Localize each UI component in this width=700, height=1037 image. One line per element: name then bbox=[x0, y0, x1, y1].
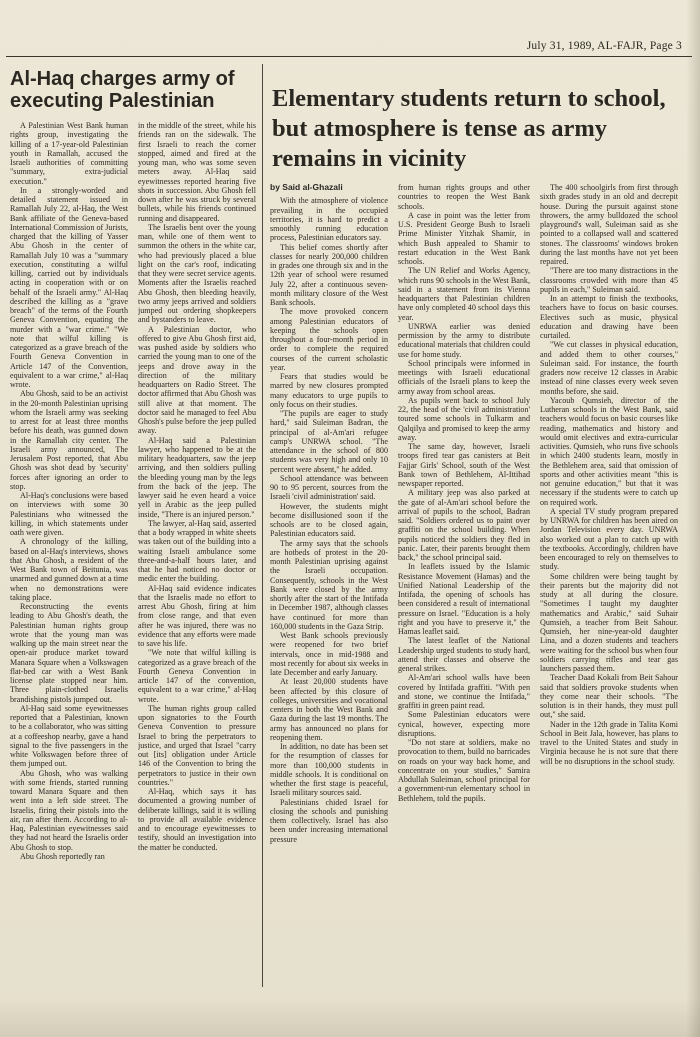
paragraph: A Palestinian doctor, who offered to give Abu Ghosh first aid, was pushed aside by soldiers who carried the young man to one of the jeeps and drove away in the direction of the military headquarters on Radio Street. The doctor affirmed that Abu Ghosh was still alive at that moment. The doctor said he managed to feel Abu Ghosh's pulse before the jeep pulled away. bbox=[138, 324, 256, 436]
paragraph: The Israelis bent over the young man, while one of them went to summon the others in the white car, who had previously placed a blue light on the car's roof, indicating that they were secret service agents. Moments after the Israelis reached Abu Ghosh, then bleeding heavily, two army jeeps arrived and soldiers jumped out ordering shopkeepers and bystanders to leave. bbox=[138, 222, 256, 325]
running-head: July 31, 1989, AL-FAJR, Page 3 bbox=[526, 40, 682, 52]
paragraph: "Do not stare at soldiers, make no provocation to them, build no barricades on roads on your way back home, and concentrate on your studies," Samira Abdullah Suleiman, school principal for a government-run elementary school in Bethlehem, told the pupils. bbox=[398, 738, 530, 803]
main-story-column-3 bbox=[540, 183, 678, 983]
paragraph: In an attempt to finish the textbooks, teachers have to focus on basic courses. Electives such as music, physical education and drawing have been curtailed. bbox=[540, 294, 678, 340]
paragraph: Teacher Daad Kokali from Beit Sahour said that soldiers provoke students when they come near their schools. "The solution is in their hands, they must pull out," she said. bbox=[540, 673, 678, 720]
paragraph: The 400 schoolgirls from first through sixth grades study in an old and decrepit house. During the pursuit against stone throwers, the army bulldozed the school playground's wall, Suleiman said as she pointed to a collapsed wall and scattered stones. The classrooms' windows broken during the last months have not yet been repaired. bbox=[540, 183, 678, 266]
paragraph: Yacoub Qumsieh, director of the Lutheran schools in the West Bank, said teachers would focus on basic courses like reading, mathematics and history and would omit electives and extra-curricular activities. Qumsieh, who runs five schools in which 2400 students learn, mostly in the Bethlehem area, said that omission of sports and other activities meant "this is not genuine education," but that it was necessary if the students were to catch up on required work. bbox=[540, 395, 678, 507]
paragraph: Abu Ghosh, who was walking with some friends, started running toward Manara Square and then went into a left side street. The Israelis, firing their pistols into the air, ran after them. According to al-Haq, Palestinian eyewitnesses said they had not heard the Israelis order Abu Ghosh to stop. bbox=[10, 768, 128, 852]
paragraph: At least 20,000 students have been affected by this closure of colleges, universities and vocational centers in both the West Bank and Gaza during the last 19 months. The army has announced no plans for reopening them. bbox=[270, 677, 388, 742]
paragraph: UNRWA earlier was denied permission by the army to distribute educational materials that children could use for home study. bbox=[398, 321, 530, 359]
paragraph: In leaflets issued by the Islamic Resistance Movement (Hamas) and the Unified National Leadership of the Intifada, the opening of schools has been considered a result of international pressure on Israel. "Education is a holy right and you have to preserve it," the Hamas leaflet said. bbox=[398, 562, 530, 636]
paragraph: Al-Haq's conclusions were based on interviews with some 30 Palestinians who witnessed the killing, in which statements under oath were given. bbox=[10, 491, 128, 537]
paragraph: "The pupils are eager to study hard," said Suleiman Badran, the principal of al-Am'ari refugee camp's UNRWA school. "The attendance in the school of 800 students was very high and only 10 percent were absent," he added. bbox=[270, 409, 388, 474]
paragraph: A Palestinian West Bank human rights group, investigating the killing of a 17-year-old Palestinian youth in Ramallah, accused the Israeli authorities of committing "summary, extra-judicial execution." bbox=[10, 121, 128, 186]
paragraph: The human rights group called upon signatories to the Fourth Geneva Convention to pressure Israel to bring the perpetrators to justice, and urged that Israel "carry out [its] obligation under Article 146 of the Convention to bring the perpetrators to justice in their own countries." bbox=[138, 703, 256, 787]
paragraph: Nader in the 12th grade in Talita Komi School in Beit Jala, however, has plans to travel to the United States and study in Virginia because he is not sure that there will be no disruptions in the school study. bbox=[540, 719, 678, 766]
paragraph: In addition, no date has been set for the resumption of classes for more than 100,000 students in middle schools. It is conditional on whether the first stage is peaceful, Israeli military sources said. bbox=[270, 742, 388, 798]
paragraph: Reconstructing the events leading to Abu Ghosh's death, the Palestinian human rights group wrote that the young man was walking up the main street near the open-air produce market toward Manara Square when a Volkswagen flat-bed car with a West Bank license plate stopped near him. Three plain-clothed Israelis brandishing pistols jumped out. bbox=[10, 602, 128, 704]
paragraph: A special TV study program prepared by UNRWA for children has been aired on Jordan Television every day. UNRWA also worked out a plan to catch up with the textbooks. Accordingly, children have been encouraged to rely on themselves to study. bbox=[540, 506, 678, 572]
paragraph: Al-Haq said some eyewitnesses reported that a Palestinian, known to be a collaborator, who was sitting at a coffeeshop nearby, gave a hand signal to the five passengers in the white Volkswagen before three of them jumped out. bbox=[10, 703, 128, 769]
paragraph: Al-Haq said evidence indicates that the Israelis made no effort to arrest Abu Ghosh, firing at him from close range, and that even after he was injured, there was no evidence that any efforts were made to save his life. bbox=[138, 583, 256, 648]
main-story-column-1 bbox=[270, 183, 388, 983]
paragraph: West Bank schools previously were reopened for two brief intervals, once in mid-1988 and most recently for about six weeks in late December and early January. bbox=[270, 631, 388, 677]
paragraph: The move provoked concern among Palestinian educators of keeping the schools open throughout a four-month period in order to complete the required courses of the current scholastic year. bbox=[270, 307, 388, 372]
paragraph: The UN Relief and Works Agency, which runs 90 schools in the West Bank, said in a statement from its Vienna headquarters that Palestinian children have only completed 40 school days this year. bbox=[398, 266, 530, 322]
paragraph: Some children were being taught by their parents but the majority did not study at all during the closure. "Sometimes I taught my daughter mathematics and Arabic," said Suhair Qumsieh, a teacher from Beit Sahour. Qumsieh, her nine-year-old daughter Lina, and a dozen students and teachers were waiting for the school bus when four soldiers carrying rifles and tear gas launchers passed them. bbox=[540, 571, 678, 673]
column-divider bbox=[262, 64, 263, 987]
paragraph: Abu Ghosh reportedly ran bbox=[20, 851, 105, 861]
top-rule bbox=[6, 56, 692, 57]
paragraph: The same day, however, Israeli troops fired tear gas canisters at Beit Fajjar Girls' School, south of the West Bank town of Bethlehem, Al-Ittihad newspaper reported. bbox=[398, 442, 530, 488]
main-story-headline: Elementary students return to school, but atmosphere is tense as army remains in vicinity bbox=[272, 85, 666, 172]
paragraph: School attendance was between 90 to 95 percent, sources from the Israeli 'civil administration' said. bbox=[270, 473, 388, 502]
paragraph: "There are too many distractions in the classrooms crowded with more than 45 pupils in each," Suleiman said. bbox=[540, 266, 678, 294]
paragraph: Abu Ghosh, said to be an activist in the 20-month Palestinian uprising whom the Israeli army was seeking to arrest for at least three months before his death, was gunned down in the Ramallah city center. The Israeli army announced, The Jerusalem Post reported, that Abu Ghosh was shot dead by 'security' forces after ignoring an order to stop. bbox=[10, 389, 128, 491]
paragraph: This belief comes shortly after classes for nearly 200,000 children in grades one through six and in the 12th year of school were resumed July 22, after a continuous seven-month military closure of the West Bank schools. bbox=[270, 242, 388, 307]
page-bottom-shadow bbox=[0, 997, 700, 1037]
left-story-column-1 bbox=[10, 121, 128, 981]
paragraph: However, the students might become disillusioned soon if the schools are to be closed again, Palestinian educators said. bbox=[270, 501, 388, 539]
page-edge-shadow bbox=[686, 0, 700, 1037]
paragraph: With the atmosphere of violence prevailing in the occupied territories, it is hard to predict a smoothly running education process, Palestinian educators say. bbox=[270, 196, 388, 243]
paragraph: Al-Am'ari school walls have been covered by Intifada graffiti. "With pen and stone, we continue the Intifada," graffiti in green paint read. bbox=[398, 673, 530, 710]
paragraph: from human rights groups and other countries to reopen the West Bank schools. bbox=[398, 183, 530, 211]
paragraph: A military jeep was also parked at the gate of al-Am'ari school before the arrival of pupils to the school, Badran said. "Soldiers ordered us to paint over graffiti on the school building. When pupils noticed the soldiers they fled in panic. Later, their parents brought them back," the school principal said. bbox=[398, 488, 530, 562]
main-story-column-2 bbox=[398, 183, 530, 983]
paragraph: A chronology of the killing, based on al-Haq's interviews, shows that Abu Ghosh, a resident of the West Bank town of Beitunia, was unarmed and gunned down at a time when no demonstrations were taking place. bbox=[10, 537, 128, 602]
paragraph: "We note that wilful killing is categorized as a grave breach of the Fourth Geneva Convention in article 147 of the convention, equivalent to a war crime," al-Haq wrote. bbox=[138, 648, 256, 704]
paragraph: Some Palestinian educators were cynical, however, expecting more disruptions. bbox=[398, 710, 530, 738]
paragraph: Fears that studies would be marred by new closures prompted many educators to urge pupils to only focus on their studies. bbox=[270, 372, 388, 409]
paragraph: Palestinians chided Israel for closing the schools and punishing them collectively. Israel has also been under increasing international pressure bbox=[270, 797, 388, 844]
left-story-headline: Al-Haq charges army of executing Palestinian bbox=[10, 68, 235, 112]
paragraph: School principals were informed in meetings with Israeli educational officials of the Israeli plans to keep the army away from school areas. bbox=[398, 358, 530, 396]
paragraph: As pupils went back to school July 22, the head of the 'civil administration' toured some schools in Tulkarm and Qalqilya and promised to keep the army away. bbox=[398, 395, 530, 442]
paragraph: In a strongly-worded and detailed statement issued in Ramallah July 22, al-Haq, the West Bank affiliate of the Geneva-based International Commission of Jurists, charged that the killing of Yasser Abu Ghosh in the center of Ramallah July 10 was a "summary execution, constituting a wilful killing, carried out by individuals acting in cooperation with or on behalf of the Israeli army." Al-Haq described the killing as a "grave breach" of the terms of the Fourth Geneva Convention, equating the murder with a "war crime." "We note that wilful killing is categorized as a grave breach of the Fourth Geneva Convention in Article 147 of the Convention, equivalent to a war crime," al-Haq wrote. bbox=[10, 185, 128, 389]
paragraph: in the middle of the street, while his friends ran on the sidewalk. The first Israeli to reach the corner stopped, aimed and fired at the young man, who was some seven meters away. Al-Haq said eyewitnesses reported hearing five shots in succession. Abu Ghosh fell down after he was struck by several bullets, while his friends continued running and disappeared. bbox=[138, 121, 256, 223]
paragraph: The lawyer, al-Haq said, asserted that a body wrapped in white sheets was taken out of the building into a waiting Israeli ambulance some three-and-a-half hours later, and that he had noticed no doctor or medic enter the building. bbox=[138, 518, 256, 584]
paragraph: Al-Haq said a Palestinian lawyer, who happened to be at the military headquarters, saw the jeep arriving, and then soldiers pulling the bleeding young man by the legs from the back of the jeep. The lawyer said he even heard a voice yell in Arabic as the jeep pulled inside, "There is an injured person." bbox=[138, 435, 256, 519]
paragraph: The army says that the schools are hotbeds of protest in the 20-month Palestinian uprising against the Israeli occupation. Consequently, schools in the West Bank were closed by the army shortly after the start of the Intifada in December 1987, although classes have continued for more than 160,000 students in the Gaza Strip. bbox=[270, 538, 388, 631]
paragraph: Al-Haq, which says it has documented a growing number of deliberate killings, said it is willing to provide all available evidence and to encourage eyewitnesses to testify, should an investigation into the matter be conducted. bbox=[138, 787, 256, 852]
paragraph: The latest leaflet of the National Leadership urged students to study hard, attend their classes and observe the general strikes. bbox=[398, 636, 530, 673]
left-story-column-2 bbox=[138, 121, 256, 981]
paragraph: "We cut classes in physical education, and added them to other courses," Suleiman said. For instance, the fourth graders now receive 12 classes in Arabic instead of nine classes every week seven months before, she said. bbox=[540, 340, 678, 396]
paragraph: A case in point was the letter from U.S. President George Bush to Israeli Prime Minister Yitzhak Shamir, in which Bush appealed to Shamir to restart education in the West Bank schools. bbox=[398, 210, 530, 266]
byline: by Said al-Ghazali bbox=[270, 183, 343, 192]
